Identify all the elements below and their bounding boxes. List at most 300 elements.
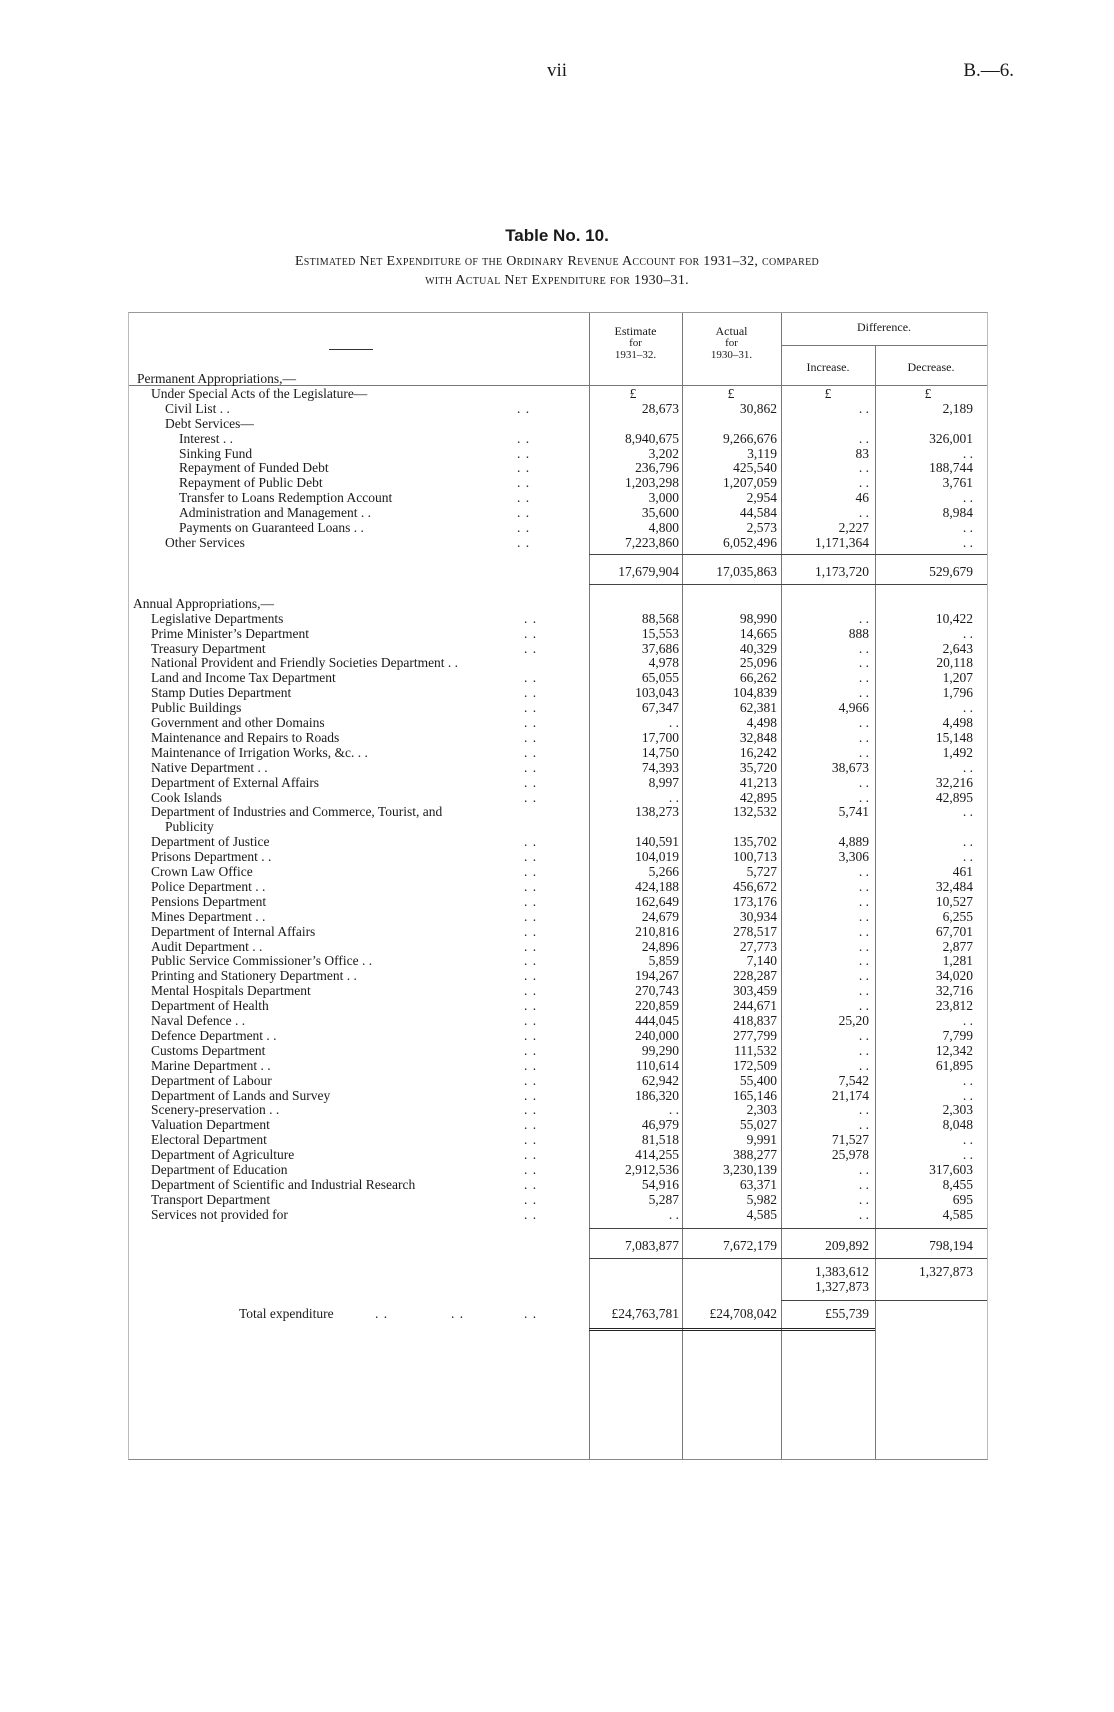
cell-increase: . .: [858, 1057, 869, 1073]
leader-dots: . .: [524, 685, 538, 701]
row-label: Scenery-preservation . .: [151, 1102, 280, 1118]
cell-estimate: 14,750: [641, 744, 679, 760]
leader-dots: . .: [524, 1013, 538, 1028]
row-label: Prime Minister’s Department: [151, 625, 309, 641]
cell-decrease: 326,001: [929, 430, 973, 446]
row-label: Mines Department . .: [151, 908, 266, 924]
cell-actual: 5,727: [746, 864, 777, 879]
cell-actual: 135,702: [733, 834, 777, 850]
cell-estimate: 5,859: [648, 953, 679, 969]
cell-actual: 278,517: [733, 923, 777, 939]
cell-actual: 14,665: [739, 625, 777, 641]
cell-estimate: . .: [668, 789, 679, 805]
table-row: [129, 894, 987, 910]
table-title: Table No. 10.: [505, 226, 609, 245]
leader-dots: . .: [524, 1132, 538, 1148]
currency-symbol: £: [629, 385, 637, 401]
cell-estimate: 7,083,877: [625, 1237, 679, 1253]
cell-decrease: 529,679: [929, 563, 973, 579]
subtotal-row-permanent: [129, 564, 987, 580]
row-label: Payments on Guaranteed Loans . .: [179, 520, 364, 535]
cell-actual: 30,934: [739, 908, 777, 924]
row-label: Department of External Affairs: [151, 774, 320, 790]
table-row: [129, 804, 987, 820]
cell-estimate: 5,266: [648, 864, 679, 879]
cell-actual: 44,584: [739, 505, 777, 521]
table-row: [129, 909, 987, 925]
cell-estimate: 186,320: [635, 1087, 679, 1103]
row-label: Department of Lands and Survey: [151, 1087, 331, 1103]
table-row: [129, 1192, 987, 1208]
cell-increase: . .: [858, 640, 869, 656]
table-row: [129, 1102, 987, 1118]
cell-increase: . .: [858, 685, 869, 701]
combined-decrease: 1,327,873: [919, 1263, 973, 1279]
row-label: Maintenance of Irrigation Works, &c. . .: [151, 744, 368, 760]
table-row: [129, 700, 987, 716]
cell-actual: 66,262: [739, 670, 777, 686]
cell-estimate: 74,393: [641, 759, 679, 775]
total-label: Total expenditure: [239, 1305, 334, 1321]
leader-dots: . .: [517, 490, 531, 506]
cell-estimate: 8,940,675: [625, 430, 679, 446]
table-row: [129, 864, 987, 880]
row-label: Mental Hospitals Department: [151, 983, 311, 999]
total-double-rule: [589, 1328, 875, 1331]
leader-dots: . .: [451, 1305, 465, 1321]
row-label: Sinking Fund: [179, 445, 253, 461]
cell-decrease: 7,799: [942, 1027, 973, 1043]
cell-decrease: 3,761: [942, 475, 973, 491]
cell-decrease: 2,189: [942, 400, 973, 416]
cell-increase: 71,527: [831, 1132, 869, 1148]
leader-dots: . .: [524, 729, 538, 745]
leader-dots: . .: [524, 1206, 538, 1222]
table-row: [129, 401, 987, 417]
row-label: Defence Department . .: [151, 1027, 277, 1043]
row-label: Department of Industries and Commerce, Tourist, and: [151, 804, 443, 820]
table-row: [129, 849, 987, 865]
leader-dots: . .: [524, 670, 538, 686]
cell-increase: . .: [858, 1027, 869, 1043]
combined-rule: [781, 1300, 987, 1301]
cell-decrease: . .: [962, 849, 973, 865]
cell-decrease: 1,796: [942, 685, 973, 701]
row-label: Publicity: [165, 819, 214, 835]
cell-actual: 17,035,863: [716, 563, 777, 579]
cell-decrease: . .: [962, 1087, 973, 1103]
leader-dots: . .: [517, 520, 531, 535]
cell-decrease: . .: [962, 625, 973, 641]
cell-increase: . .: [858, 1102, 869, 1118]
row-label: Interest . .: [179, 430, 233, 446]
cell-estimate: 99,290: [641, 1042, 679, 1058]
leader-dots: . .: [524, 1057, 538, 1073]
cell-actual: 40,329: [739, 640, 777, 656]
cell-increase: 2,227: [838, 520, 869, 535]
combined-difference-row: [129, 1264, 987, 1296]
cell-estimate: 103,043: [635, 685, 679, 701]
cell-actual: 55,027: [739, 1117, 777, 1133]
cell-decrease: 15,148: [935, 729, 973, 745]
cell-estimate: 240,000: [635, 1027, 679, 1043]
cell-actual: 425,540: [733, 460, 777, 476]
header-dash: [329, 349, 373, 350]
cell-increase: . .: [858, 430, 869, 446]
cell-estimate: 81,518: [641, 1132, 679, 1148]
row-label: Department of Health: [151, 998, 269, 1014]
leader-dots: . .: [524, 1147, 538, 1163]
cell-actual: 165,146: [733, 1087, 777, 1103]
cell-decrease: . .: [962, 759, 973, 775]
cell-estimate: 67,347: [641, 700, 679, 716]
cell-decrease: 1,207: [942, 670, 973, 686]
row-label: Administration and Management . .: [179, 505, 371, 521]
cell-estimate: 65,055: [641, 670, 679, 686]
cell-decrease: 8,455: [942, 1176, 973, 1192]
cell-increase: . .: [858, 983, 869, 999]
row-label: Repayment of Public Debt: [179, 475, 323, 491]
row-label: Repayment of Funded Debt: [179, 460, 329, 476]
table-row: [129, 1207, 987, 1223]
cell-estimate: 444,045: [635, 1013, 679, 1028]
cell-increase: 25,978: [831, 1147, 869, 1163]
row-label: Department of Scientific and Industrial Research: [151, 1176, 416, 1192]
cell-decrease: 32,216: [935, 774, 973, 790]
leader-dots: . .: [524, 849, 538, 865]
leader-dots: . .: [524, 1042, 538, 1058]
leader-dots: . .: [524, 1027, 538, 1043]
row-label: Under Special Acts of the Legislature—: [151, 385, 368, 401]
cell-actual: 27,773: [739, 938, 777, 954]
cell-decrease: . .: [962, 534, 973, 550]
table-row: [129, 655, 987, 671]
cell-decrease: 695: [952, 1191, 973, 1207]
cell-actual: 9,266,676: [723, 430, 777, 446]
table-row: [129, 670, 987, 686]
cell-increase: . .: [858, 729, 869, 745]
cell-increase: 46: [855, 490, 869, 506]
leader-dots: . .: [517, 445, 531, 461]
table-row: [129, 998, 987, 1014]
document-reference: B.—6.: [963, 60, 1014, 81]
table-row: [129, 939, 987, 955]
row-label: Transfer to Loans Redemption Account: [179, 490, 393, 506]
cell-decrease: 2,303: [942, 1102, 973, 1118]
leader-dots: . .: [524, 864, 538, 879]
currency-symbol: £: [824, 385, 832, 401]
cell-decrease: . .: [962, 700, 973, 716]
cell-estimate: 138,273: [635, 804, 679, 820]
cell-actual: 9,991: [746, 1132, 777, 1148]
cell-increase: 38,673: [831, 759, 869, 775]
cell-increase: . .: [858, 789, 869, 805]
leader-dots: . .: [517, 460, 531, 476]
cell-increase: . .: [858, 610, 869, 626]
table-row: [129, 1043, 987, 1059]
cell-increase: . .: [858, 1042, 869, 1058]
row-label: Valuation Department: [151, 1117, 270, 1133]
cell-increase: . .: [858, 744, 869, 760]
cell-actual: 244,671: [733, 998, 777, 1014]
cell-estimate: 414,255: [635, 1147, 679, 1163]
cell-increase: 21,174: [831, 1087, 869, 1103]
cell-estimate: 110,614: [635, 1057, 679, 1073]
cell-actual: 456,672: [733, 878, 777, 894]
cell-estimate: 270,743: [635, 983, 679, 999]
cell-decrease: 8,048: [942, 1117, 973, 1133]
row-label: Public Service Commissioner’s Office . .: [151, 953, 373, 969]
leader-dots: . .: [524, 759, 538, 775]
table-row: [129, 1117, 987, 1133]
cell-increase: . .: [858, 1206, 869, 1222]
cell-actual: 35,720: [739, 759, 777, 775]
row-label: Legislative Departments: [151, 610, 284, 626]
cell-increase: . .: [858, 774, 869, 790]
table-row: [129, 879, 987, 895]
total-actual: £24,708,042: [709, 1305, 777, 1321]
cell-estimate: 7,223,860: [625, 534, 679, 550]
leader-dots: . .: [524, 893, 538, 909]
leader-dots: . .: [517, 475, 531, 491]
cell-decrease: . .: [962, 1013, 973, 1028]
row-label: Annual Appropriations,—: [133, 595, 274, 611]
table-row: [129, 760, 987, 776]
cell-actual: 2,303: [746, 1102, 777, 1118]
cell-decrease: 20,118: [936, 655, 973, 671]
cell-actual: 2,954: [746, 490, 777, 506]
cell-increase: 83: [855, 445, 869, 461]
cell-estimate: 3,000: [648, 490, 679, 506]
currency-symbol: £: [924, 385, 932, 401]
leader-dots: . .: [524, 1102, 538, 1118]
table-row: [129, 790, 987, 806]
leader-dots: . .: [524, 938, 538, 954]
subtotal-row-annual: [129, 1238, 987, 1254]
cell-estimate: 1,203,298: [625, 475, 679, 491]
cell-increase: 209,892: [825, 1237, 869, 1253]
cell-estimate: 46,979: [641, 1117, 679, 1133]
row-label: Crown Law Office: [151, 864, 253, 879]
cell-increase: . .: [858, 864, 869, 879]
cell-increase: . .: [858, 715, 869, 730]
cell-actual: 42,895: [739, 789, 777, 805]
cell-decrease: 188,744: [929, 460, 973, 476]
cell-decrease: 32,484: [935, 878, 973, 894]
table-row: [129, 1073, 987, 1089]
table-row: [129, 641, 987, 657]
cell-increase: . .: [858, 893, 869, 909]
cell-actual: 7,140: [746, 953, 777, 969]
cell-decrease: . .: [962, 445, 973, 461]
cell-decrease: . .: [962, 1147, 973, 1163]
row-label: Department of Internal Affairs: [151, 923, 316, 939]
table-row: [129, 685, 987, 701]
cell-actual: 100,713: [733, 849, 777, 865]
cell-increase: . .: [858, 655, 869, 671]
total-estimate: £24,763,781: [611, 1305, 679, 1321]
cell-estimate: 17,700: [641, 729, 679, 745]
table-row: [129, 1147, 987, 1163]
cell-decrease: . .: [962, 804, 973, 820]
cell-decrease: 4,498: [942, 715, 973, 730]
combined-increase-2: 1,327,873: [815, 1278, 869, 1294]
cell-decrease: 10,527: [935, 893, 973, 909]
cell-decrease: . .: [962, 520, 973, 535]
cell-decrease: . .: [962, 490, 973, 506]
cell-decrease: . .: [962, 1132, 973, 1148]
table-row: [129, 626, 987, 642]
leader-dots: . .: [524, 1305, 538, 1321]
subtotal-rule-bottom: [589, 1258, 987, 1259]
table-row: [129, 475, 987, 491]
cell-estimate: . .: [668, 1206, 679, 1222]
leader-dots: . .: [524, 1191, 538, 1207]
cell-actual: 63,371: [739, 1176, 777, 1192]
cell-increase: . .: [858, 908, 869, 924]
table-row: [129, 730, 987, 746]
table-row: [129, 446, 987, 462]
cell-actual: 16,242: [739, 744, 777, 760]
cell-estimate: 162,649: [635, 893, 679, 909]
cell-increase: 25,20: [838, 1013, 869, 1028]
combined-increase-1: 1,383,612: [815, 1263, 869, 1279]
cell-increase: . .: [858, 400, 869, 416]
leader-dots: . .: [375, 1305, 389, 1321]
cell-actual: 55,400: [739, 1072, 777, 1088]
table-row: [129, 1028, 987, 1044]
cell-estimate: 220,859: [635, 998, 679, 1014]
table-row: [129, 983, 987, 999]
row-label: Native Department . .: [151, 759, 268, 775]
cell-estimate: . .: [668, 1102, 679, 1118]
row-label: Pensions Department: [151, 893, 267, 909]
cell-actual: 62,381: [739, 700, 777, 716]
cell-estimate: 4,800: [648, 520, 679, 535]
cell-actual: 418,837: [733, 1013, 777, 1028]
leader-dots: . .: [524, 700, 538, 716]
section-heading: [129, 596, 987, 612]
row-label: Customs Department: [151, 1042, 266, 1058]
cell-actual: 4,585: [746, 1206, 777, 1222]
leader-dots: . .: [524, 923, 538, 939]
table-row: [129, 520, 987, 536]
table-row: [129, 715, 987, 731]
cell-decrease: 317,603: [929, 1162, 973, 1177]
cell-estimate: 37,686: [641, 640, 679, 656]
row-label: Debt Services—: [165, 415, 254, 431]
leader-dots: . .: [524, 953, 538, 969]
leader-dots: . .: [524, 1176, 538, 1192]
cell-estimate: 15,553: [641, 625, 679, 641]
cell-increase: 7,542: [838, 1072, 869, 1088]
total-increase: £55,739: [825, 1305, 869, 1321]
subtotal-rule: [589, 554, 987, 555]
cell-estimate: 3,202: [648, 445, 679, 461]
cell-actual: 32,848: [739, 729, 777, 745]
cell-decrease: 2,643: [942, 640, 973, 656]
cell-decrease: 461: [952, 864, 973, 879]
currency-symbol: £: [727, 385, 735, 401]
cell-decrease: 798,194: [929, 1237, 973, 1253]
cell-actual: 98,990: [739, 610, 777, 626]
cell-actual: 25,096: [739, 655, 777, 671]
table-row: [129, 834, 987, 850]
table-row: [129, 416, 987, 432]
cell-decrease: 6,255: [942, 908, 973, 924]
row-label: Services not provided for: [151, 1206, 288, 1222]
row-label: Government and other Domains: [151, 715, 325, 730]
cell-actual: 41,213: [739, 774, 777, 790]
cell-increase: . .: [858, 1176, 869, 1192]
row-label: Department of Agriculture: [151, 1147, 295, 1163]
row-label: Department of Justice: [151, 834, 270, 850]
cell-actual: 388,277: [733, 1147, 777, 1163]
cell-actual: 111,532: [734, 1042, 777, 1058]
cell-increase: . .: [858, 460, 869, 476]
subtotal-rule-bottom: [589, 584, 987, 585]
cell-actual: 228,287: [733, 968, 777, 984]
table-row: [129, 431, 987, 447]
leader-dots: . .: [524, 610, 538, 626]
currency-row: [129, 386, 987, 402]
table-row: [129, 1013, 987, 1029]
leader-dots: . .: [524, 715, 538, 730]
cell-estimate: 210,816: [635, 923, 679, 939]
cell-increase: . .: [858, 878, 869, 894]
row-label: Stamp Duties Department: [151, 685, 292, 701]
cell-actual: 173,176: [733, 893, 777, 909]
cell-estimate: 236,796: [635, 460, 679, 476]
table-row: [129, 968, 987, 984]
cell-estimate: 140,591: [635, 834, 679, 850]
cell-decrease: . .: [962, 1072, 973, 1088]
leader-dots: . .: [524, 625, 538, 641]
cell-actual: 3,119: [747, 445, 777, 461]
row-label-continuation: [129, 819, 987, 835]
cell-actual: 1,207,059: [723, 475, 777, 491]
cell-decrease: 12,342: [935, 1042, 973, 1058]
table-row: [129, 490, 987, 506]
cell-estimate: 88,568: [641, 610, 679, 626]
cell-estimate: 2,912,536: [625, 1162, 679, 1177]
cell-estimate: 54,916: [641, 1176, 679, 1192]
leader-dots: . .: [524, 1087, 538, 1103]
row-label: Transport Department: [151, 1191, 271, 1207]
cell-decrease: 23,812: [935, 998, 973, 1014]
table-row: [129, 460, 987, 476]
cell-estimate: . .: [668, 715, 679, 730]
cell-decrease: 42,895: [935, 789, 973, 805]
leader-dots: . .: [524, 834, 538, 850]
cell-estimate: 35,600: [641, 505, 679, 521]
cell-estimate: 24,896: [641, 938, 679, 954]
cell-increase: 5,741: [838, 804, 869, 820]
cell-increase: . .: [858, 998, 869, 1014]
row-label: Other Services: [165, 534, 245, 550]
cell-increase: . .: [858, 968, 869, 984]
cell-actual: 172,509: [733, 1057, 777, 1073]
row-label: Maintenance and Repairs to Roads: [151, 729, 340, 745]
cell-decrease: 8,984: [942, 505, 973, 521]
cell-estimate: 5,287: [648, 1191, 679, 1207]
table-row: [129, 775, 987, 791]
cell-decrease: 61,895: [935, 1057, 973, 1073]
cell-actual: 7,672,179: [723, 1237, 777, 1253]
leader-dots: . .: [517, 534, 531, 550]
row-label: Printing and Stationery Department . .: [151, 968, 357, 984]
row-label: Prisons Department . .: [151, 849, 272, 865]
